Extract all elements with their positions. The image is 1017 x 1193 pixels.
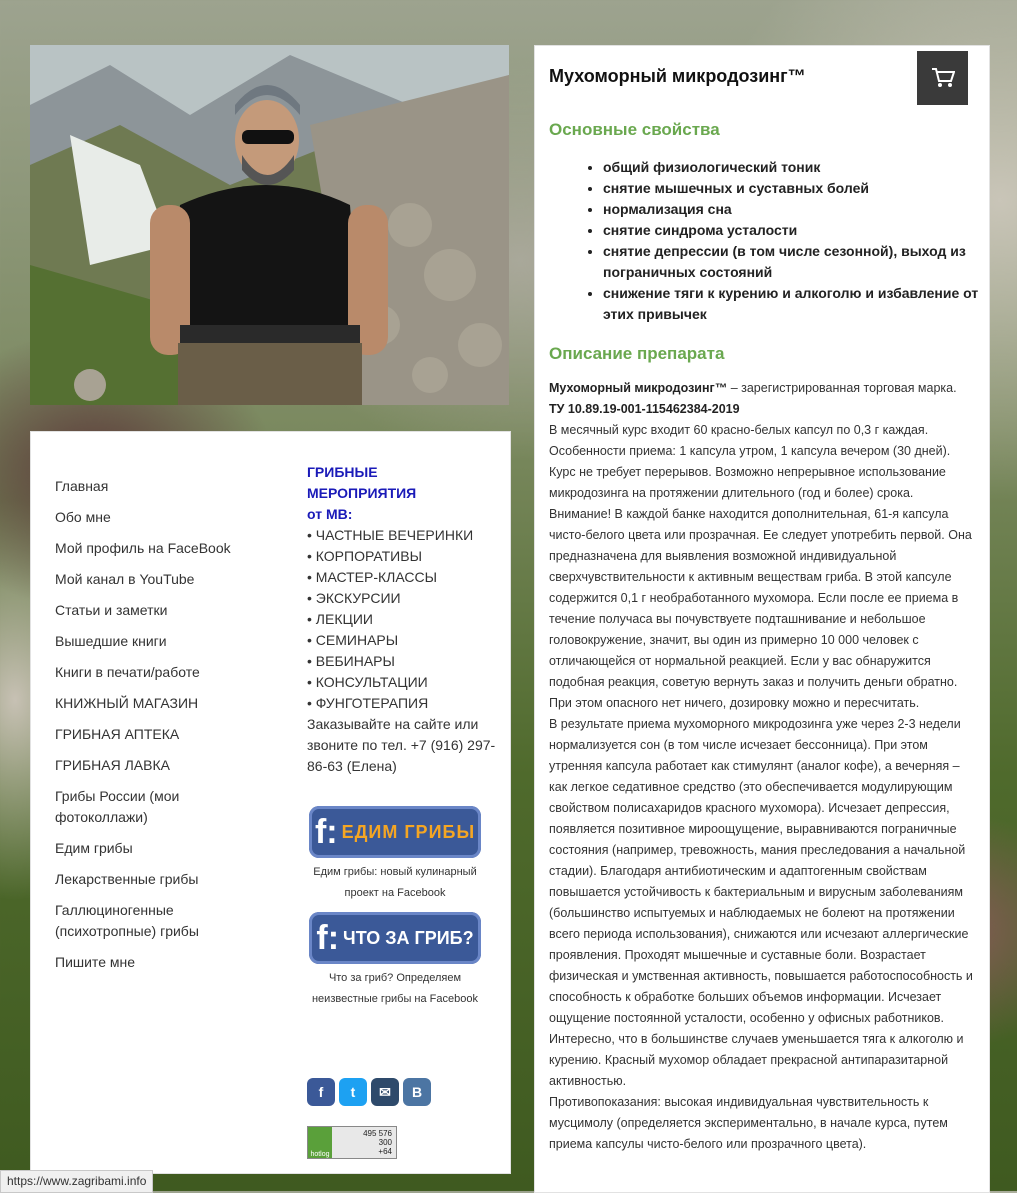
facebook-share-icon[interactable]: f: [307, 1078, 335, 1106]
event-item: • СЕМИНАРЫ: [307, 630, 497, 651]
counter-line2: 300: [378, 1138, 392, 1147]
prop-item: • снятие синдрома усталости: [603, 220, 990, 241]
main-nav: [55, 476, 255, 983]
fb-banner-text: ЧТО ЗА ГРИБ?: [343, 927, 474, 948]
trademark-sign: ™: [714, 381, 728, 395]
counter-line1: 495 576: [363, 1129, 392, 1138]
nav-item-articles[interactable]: Статьи и заметки: [55, 602, 168, 618]
prop-item: • нормализация сна: [603, 199, 990, 220]
counter-line3: +64: [378, 1147, 392, 1156]
event-item: • КОРПОРАТИВЫ: [307, 546, 497, 567]
prop-item: • снятие депрессии (в том числе сезонной), выход из пограничных состояний: [603, 241, 990, 283]
desc-contraindications: Противопоказания: высокая индивидуальная чувствительность к мусцимолу (определяется экспериментально, в начале курса, путем приема капсулы чисто-белого или прозрачного цвета).: [549, 1095, 948, 1151]
cart-icon: [931, 67, 955, 89]
events-heading-line3[interactable]: от МВ:: [307, 506, 353, 522]
fb-what-mushroom-button[interactable]: [309, 912, 481, 964]
event-item: • ЭКСКУРСИИ: [307, 588, 497, 609]
event-item: • ЛЕКЦИИ: [307, 609, 497, 630]
prop-item: • общий физиологический тоник: [603, 157, 990, 178]
event-item: • ФУНГОТЕРАПИЯ: [307, 693, 497, 714]
event-item: • ЧАСТНЫЕ ВЕЧЕРИНКИ: [307, 525, 497, 546]
hotlog-logo: hotlog: [308, 1127, 332, 1158]
desc-lead: – зарегистрированная торговая марка.: [727, 381, 957, 395]
props-list: [573, 157, 990, 325]
left-sidebar: [30, 431, 511, 1174]
nav-item-mushroom-pharmacy[interactable]: ГРИБНАЯ АПТЕКА: [55, 726, 180, 742]
counter-values: [332, 1127, 396, 1158]
events-contact: Заказывайте на сайте или звоните по тел. +7 (916) 297-86-63 (Елена): [307, 716, 496, 774]
event-item: • КОНСУЛЬТАЦИИ: [307, 672, 497, 693]
nav-item-medicinal-mushrooms[interactable]: Лекарственные грибы: [55, 871, 199, 887]
product-title: Мухоморный микродозинг™: [549, 66, 806, 86]
hotlog-counter[interactable]: [307, 1126, 397, 1159]
nav-item-book-store[interactable]: КНИЖНЫЙ МАГАЗИН: [55, 695, 199, 711]
status-bar-url: https://www.zagribami.info: [0, 1170, 153, 1193]
nav-item-mushroom-shop[interactable]: ГРИБНАЯ ЛАВКА: [55, 757, 170, 773]
nav-item-youtube[interactable]: Мой канал в YouTube: [55, 571, 195, 587]
fb-eat-mushrooms-button[interactable]: [309, 806, 481, 858]
facebook-icon: f:: [316, 918, 340, 957]
event-item: • ВЕБИНАРЫ: [307, 651, 497, 672]
events-block: [307, 462, 497, 777]
facebook-icon: f:: [314, 812, 338, 851]
desc-body: В месячный курс входит 60 красно-белых капсул по 0,3 г каждая. Особенности приема: 1 капсула утром, 1 капсула вечером (30 дней). Курс не требует перерывов. Возможно непрерывное использование микродозинга на протяжении длительного (год и более) срока. Внимание! В каждой банке находится дополнительная, 61-я капсула чисто-белого цвета или прозрачная. Ее следует употребить первой. Она предназначена для выявления возможной индивидуальной сверхчувствительности к активным веществам гриба. В этой капсуле содержится 0,1 г необработанного мухомора. Если после ее приема в течение получаса вы почувствуете подташнивание и небольшое головокружение, значит, вы один из примерно 10 000 человек с отличающейся от нормальной реакцией. Если у вас обнаружится подобная реакция, советую вернуть заказ и получить деньги обратно. При этом опасного нет ничего, дозировку можно и пересчитать.: [549, 423, 972, 710]
nav-item-home[interactable]: Главная: [55, 478, 109, 494]
events-heading-line1[interactable]: ГРИБНЫЕ: [307, 464, 378, 480]
props-heading: Основные свойства: [549, 120, 720, 139]
fb-banner-text: ЕДИМ ГРИБЫ: [341, 821, 476, 842]
desc-body-2: В результате приема мухоморного микродозинга уже через 2-3 недели нормализуется сон (в том числе исчезает бессонница). При этом утренняя капсула работает как стимулянт (аналог кофе), а вечерняя – как легкое седативное средство (это обеспечивается модулирующим свойством полисахаридов красного мухомора). Исчезает депрессия, появляется позитивное мироощущение, выравниваются пограничные состояния (например, тревожность, мания преследования а начальной стадии). Благодаря антибиотическим и адаптогенным свойствам повышается устойчивость к бактериальным и вирусным заболеваниям (большинство испытуемых и наблюдаемых не болеют на протяжении всего периода использования), снижаются или исчезают аллергические проявления. Проходят мышечные и суставные боли. Возрастает физическая и умственная активность, повышается работоспособность и способность к обработке больших объемов информации. Исчезает ощущение постоянной усталости, особенно у офисных работников. Интересно, что в большинстве случаев уменьшается тяга к алкоголю и курению. Красный мухомор обладает прекрасной антипаразитарной активностью.: [549, 717, 973, 1088]
share-buttons: [307, 1078, 431, 1106]
nav-item-contact[interactable]: Пишите мне: [55, 954, 136, 970]
nav-item-hallucinogenic-mushrooms[interactable]: Галлюциногенные (психотропные) грибы: [55, 902, 199, 939]
twitter-share-icon[interactable]: t: [339, 1078, 367, 1106]
vk-share-icon[interactable]: B: [403, 1078, 431, 1106]
prop-item: • снятие мышечных и суставных болей: [603, 178, 990, 199]
nav-item-eating-mushrooms[interactable]: Едим грибы: [55, 840, 133, 856]
nav-item-mushrooms-russia[interactable]: Грибы России (мои фотоколлажи): [55, 788, 180, 825]
desc-product-name: Мухоморный микродозинг: [549, 381, 715, 395]
nav-item-facebook-profile[interactable]: Мой профиль на FaceBook: [55, 540, 231, 556]
fb-banner-caption: Едим грибы: новый кулинарный проект на Facebook: [313, 866, 477, 899]
cart-button[interactable]: [917, 51, 968, 105]
events-heading-line2[interactable]: МЕРОПРИЯТИЯ: [307, 485, 417, 501]
desc-tu: ТУ 10.89.19-001-115462384-2019: [549, 402, 740, 416]
event-item: • МАСТЕР-КЛАССЫ: [307, 567, 497, 588]
nav-item-published-books[interactable]: Вышедшие книги: [55, 633, 167, 649]
prop-item: • снижение тяги к курению и алкоголю и избавление от этих привычек: [603, 283, 990, 325]
nav-item-books-in-progress[interactable]: Книги в печати/работе: [55, 664, 200, 680]
author-photo: [30, 45, 509, 405]
product-description: [549, 378, 975, 1155]
fb-banner-eat-mushrooms[interactable]: [307, 806, 483, 904]
nav-item-about[interactable]: Обо мне: [55, 509, 111, 525]
fb-banner-caption: Что за гриб? Определяем неизвестные грибы на Facebook: [311, 972, 478, 1005]
email-share-icon[interactable]: ✉: [371, 1078, 399, 1106]
fb-banner-what-mushroom[interactable]: [307, 912, 483, 1010]
desc-heading: Описание препарата: [549, 344, 725, 363]
product-panel: [534, 45, 990, 1193]
